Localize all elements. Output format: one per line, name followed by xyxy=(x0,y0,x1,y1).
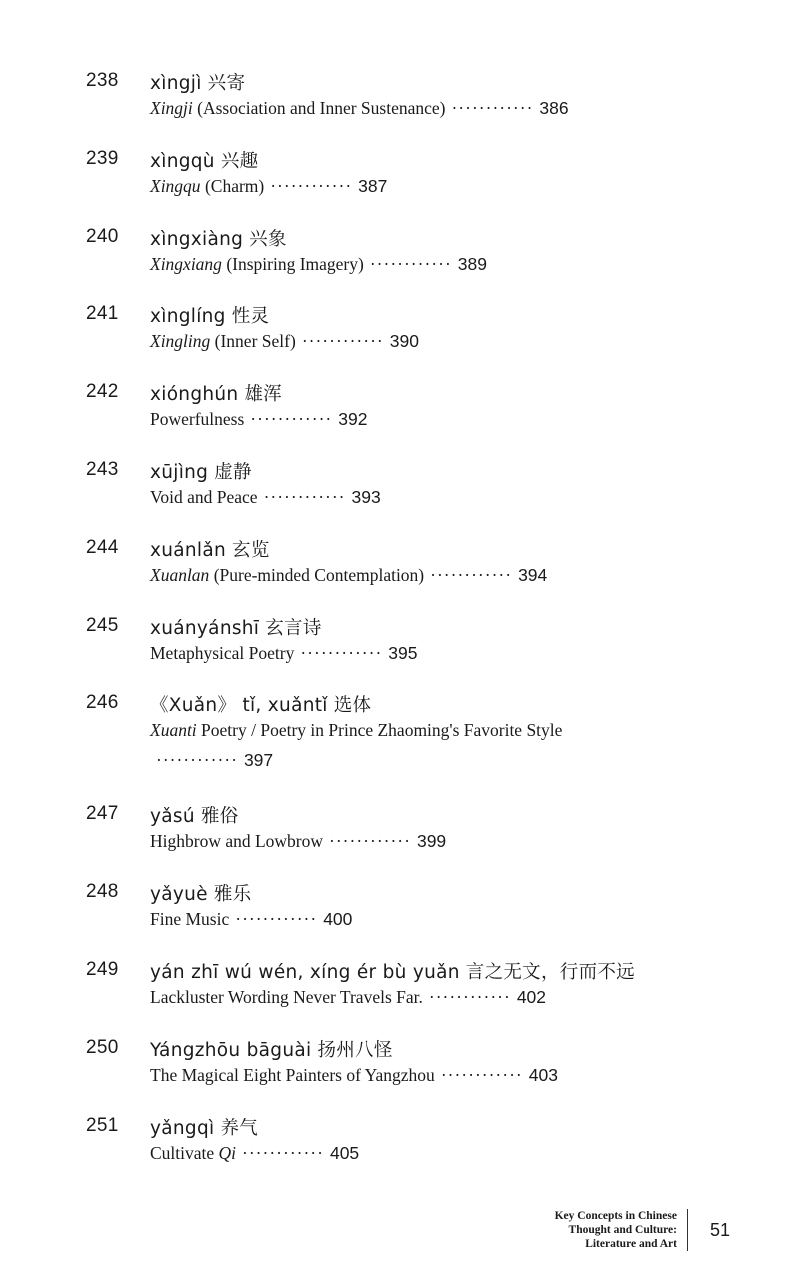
entry-gloss xyxy=(150,487,381,508)
entry-gloss-continuation xyxy=(150,750,273,771)
entry-heading xyxy=(150,691,371,717)
entry-pinyin: Yángzhōu bāguài xyxy=(150,1039,312,1061)
index-entry xyxy=(0,953,800,1031)
entry-leader-dots: ············ xyxy=(428,986,511,1007)
entry-gloss-text: (Pure-minded Contemplation) xyxy=(209,564,425,585)
entry-leader-dots: ············ xyxy=(329,831,411,852)
entry-gloss xyxy=(150,409,367,430)
entry-gloss-text: (Inner Self) xyxy=(210,331,296,352)
entry-heading xyxy=(150,380,282,406)
index-entry xyxy=(0,686,800,797)
entry-leader-dots: ············ xyxy=(369,253,452,274)
entry-page-number: 400 xyxy=(323,909,353,930)
entry-page-number: 389 xyxy=(457,253,487,274)
entry-gloss xyxy=(150,987,546,1008)
entry-hanzi: 雅俗 xyxy=(200,806,239,828)
entry-gloss-text: Metaphysical Poetry xyxy=(150,642,295,663)
entry-pinyin: xūjìng xyxy=(150,461,209,483)
entry-page-number: 402 xyxy=(516,986,547,1007)
series-title-line: Literature and Art xyxy=(585,1238,677,1250)
entry-heading xyxy=(150,536,270,562)
entry-gloss-text: Poetry / Poetry in Prince Zhaoming's Favorite Style xyxy=(196,720,563,741)
entry-hanzi: 言之无文，行而不远 xyxy=(465,961,635,983)
entry-pinyin: yǎngqì xyxy=(150,1117,215,1139)
entry-page-number: 392 xyxy=(338,409,368,430)
entry-number: 251 xyxy=(86,1114,119,1136)
entry-gloss-italic: Xuanlan xyxy=(150,564,210,585)
entry-heading xyxy=(150,614,322,640)
entry-page-number: 393 xyxy=(351,486,381,507)
entry-pinyin: xìngjì xyxy=(150,73,202,94)
entry-gloss-prefix: Cultivate xyxy=(150,1142,219,1163)
entry-pinyin: yǎsú xyxy=(150,806,195,828)
index-entry xyxy=(0,375,800,453)
index-entry xyxy=(0,797,800,875)
entry-gloss xyxy=(150,831,446,852)
entry-gloss xyxy=(150,720,562,741)
entry-gloss xyxy=(150,565,547,586)
series-title xyxy=(555,1209,688,1251)
entry-leader-dots: ············ xyxy=(270,175,353,196)
page-footer xyxy=(555,1209,738,1251)
entry-gloss-text: Void and Peace xyxy=(150,486,258,507)
entry-page-number: 405 xyxy=(329,1142,360,1163)
entry-hanzi: 玄言诗 xyxy=(265,617,322,639)
entry-page-number: 387 xyxy=(358,175,388,196)
entry-leader-dots: ············ xyxy=(440,1064,523,1085)
entry-number: 250 xyxy=(86,1036,119,1058)
entry-gloss-text: Fine Music xyxy=(150,909,230,930)
entry-leader-dots: ············ xyxy=(300,642,383,663)
entry-number: 248 xyxy=(86,881,119,903)
entry-leader-dots: ············ xyxy=(263,486,346,507)
entry-heading xyxy=(150,225,287,251)
entry-gloss xyxy=(150,643,417,664)
entry-gloss-text: The Magical Eight Painters of Yangzhou xyxy=(150,1064,435,1085)
index-list xyxy=(0,64,800,1186)
index-entry xyxy=(0,297,800,375)
entry-hanzi: 雅乐 xyxy=(213,884,252,906)
entry-pinyin: xiónghún xyxy=(150,384,239,406)
entry-gloss xyxy=(150,1143,359,1164)
series-title-line: Thought and Culture: xyxy=(568,1224,677,1236)
entry-heading xyxy=(150,1036,393,1062)
entry-leader-dots: ············ xyxy=(301,331,384,352)
entry-pinyin: xìngqù xyxy=(150,150,215,172)
entry-gloss-italic: Xingji xyxy=(150,98,193,118)
entry-number: 247 xyxy=(86,803,119,825)
index-entry xyxy=(0,220,800,298)
entry-hanzi: 兴趣 xyxy=(220,150,259,172)
index-entry xyxy=(0,531,800,609)
entry-gloss-italic: Xingqu xyxy=(150,175,201,196)
page-number: 51 xyxy=(709,1219,730,1240)
index-entry xyxy=(0,1109,800,1187)
entry-heading xyxy=(150,302,269,328)
entry-leader-dots: ············ xyxy=(235,909,318,930)
entry-number: 239 xyxy=(86,147,119,169)
entry-pinyin: xìnglíng xyxy=(150,306,226,328)
entry-heading xyxy=(150,958,635,984)
index-entry xyxy=(0,453,800,531)
entry-gloss xyxy=(150,98,569,119)
entry-gloss-italic: Xingxiang xyxy=(150,253,222,274)
entry-leader-dots: ············ xyxy=(156,750,238,771)
entry-leader-dots: ············ xyxy=(250,409,333,430)
entry-gloss-italic: Xuanti xyxy=(150,720,197,741)
index-entry xyxy=(0,875,800,953)
entry-leader-dots: ············ xyxy=(451,98,534,118)
entry-page-number: 403 xyxy=(528,1064,558,1085)
entry-pinyin: yán zhī wú wén, xíng ér bù yuǎn xyxy=(150,961,460,983)
entry-gloss-text: (Charm) xyxy=(200,175,265,196)
entry-gloss xyxy=(150,254,487,275)
entry-leader-dots: ············ xyxy=(242,1142,324,1163)
entry-number: 241 xyxy=(86,303,119,325)
entry-gloss-text: Lackluster Wording Never Travels Far. xyxy=(150,986,423,1007)
entry-heading xyxy=(150,458,252,484)
entry-page-number: 395 xyxy=(388,642,418,663)
entry-heading xyxy=(150,802,238,828)
index-entry xyxy=(0,1031,800,1109)
entry-number: 244 xyxy=(86,536,119,558)
entry-pinyin: xuányánshī xyxy=(150,617,260,639)
entry-gloss-text: Highbrow and Lowbrow xyxy=(150,831,324,852)
entry-page-number: 390 xyxy=(389,331,419,352)
entry-gloss xyxy=(150,1065,558,1086)
index-entry xyxy=(0,64,800,142)
entry-number: 243 xyxy=(86,458,119,480)
entry-hanzi: 兴寄 xyxy=(207,73,246,94)
entry-heading xyxy=(150,1114,258,1140)
series-title-line: Key Concepts in Chinese xyxy=(554,1210,677,1222)
entry-number: 240 xyxy=(86,225,119,247)
entry-pinyin: 《Xuǎn》 tǐ, xuǎntǐ xyxy=(150,695,328,717)
entry-pinyin: xuánlǎn xyxy=(150,539,227,561)
entry-leader-dots: ············ xyxy=(430,564,513,585)
entry-hanzi: 玄览 xyxy=(232,539,270,561)
entry-number: 238 xyxy=(86,70,119,91)
index-entry xyxy=(0,609,800,687)
index-entry xyxy=(0,142,800,220)
entry-gloss xyxy=(150,331,419,352)
entry-gloss-text: Powerfulness xyxy=(150,409,245,430)
entry-hanzi: 雄浑 xyxy=(244,384,283,406)
entry-page-number: 386 xyxy=(539,98,569,118)
entry-page-number: 397 xyxy=(243,750,274,771)
entry-hanzi: 虚静 xyxy=(214,461,252,483)
entry-number: 245 xyxy=(86,614,119,636)
entry-hanzi: 养气 xyxy=(220,1117,259,1139)
entry-pinyin: yǎyuè xyxy=(150,884,208,906)
entry-page-number: 399 xyxy=(416,831,447,852)
entry-heading xyxy=(150,147,258,173)
entry-gloss xyxy=(150,909,352,930)
entry-hanzi: 性灵 xyxy=(231,306,270,328)
entry-page-number: 394 xyxy=(518,564,548,585)
entry-gloss-italic: Qi xyxy=(218,1142,237,1163)
entry-heading xyxy=(150,880,251,906)
entry-number: 246 xyxy=(86,692,119,714)
entry-hanzi: 兴象 xyxy=(249,228,287,250)
entry-gloss-text: (Inspiring Imagery) xyxy=(221,253,364,274)
entry-pinyin: xìngxiàng xyxy=(150,228,244,250)
entry-gloss xyxy=(150,176,387,197)
entry-heading xyxy=(150,69,245,95)
entry-number: 249 xyxy=(86,958,119,980)
entry-hanzi: 选体 xyxy=(333,695,372,717)
entry-number: 242 xyxy=(86,381,119,403)
entry-gloss-text: (Association and Inner Sustenance) xyxy=(192,98,446,118)
entry-gloss-italic: Xingling xyxy=(150,331,211,352)
entry-hanzi: 扬州八怪 xyxy=(317,1039,393,1061)
